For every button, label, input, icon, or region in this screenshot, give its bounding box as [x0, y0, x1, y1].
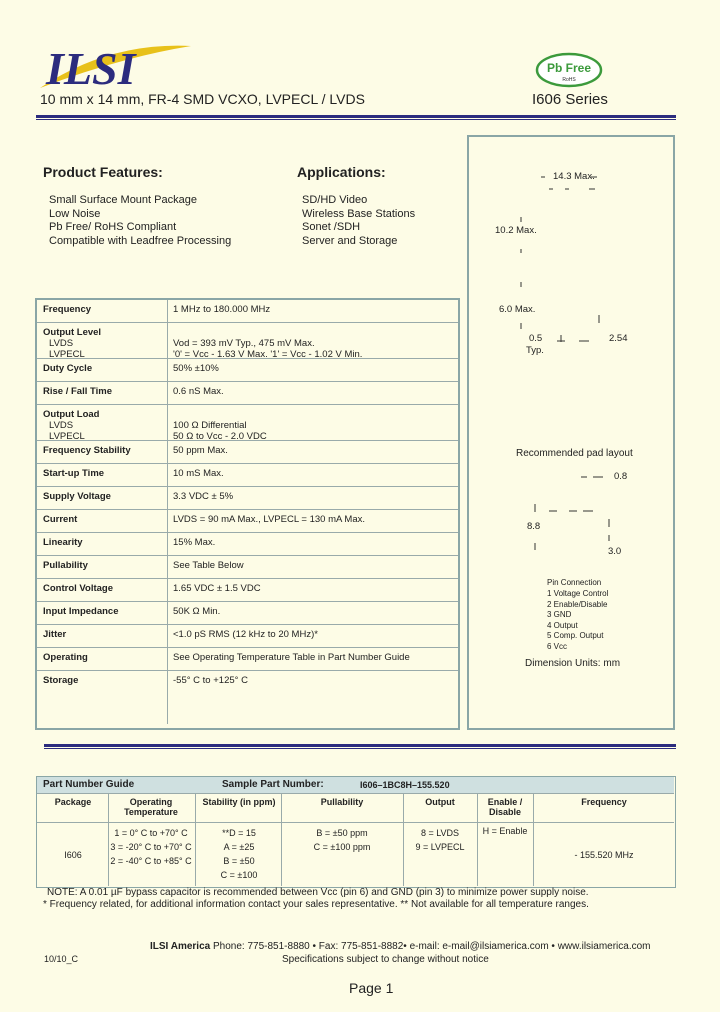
applications-list — [302, 194, 415, 248]
pad-layout-title: Recommended pad layout — [516, 448, 633, 459]
footer-spec-note: Specifications subject to change without notice — [282, 954, 489, 965]
pin-item: 4 Output — [547, 620, 578, 630]
footer-contact-line — [150, 941, 651, 952]
spec-row-rise-fall: Rise / Fall Time 0.6 nS Max. — [37, 382, 458, 405]
dim-pad-typ: Typ. — [526, 345, 544, 356]
badge-main: Pb Free — [546, 61, 592, 75]
application-item: Server and Storage — [302, 234, 398, 247]
spec-row-output-level: Output Level LVDS LVPECL Vod = 393 mV Typ., 475 mV Max. '0' = Vcc - 1.63 V Max. '1' = Vcc - 1.02 V Min. — [37, 323, 458, 359]
mid-rule — [44, 744, 676, 747]
application-item: Sonet /SDH — [302, 221, 361, 233]
dim-pitch: 2.54 — [609, 333, 628, 344]
spec-row-output-load: Output Load LVDS LVPECL 100 Ω Differential 50 Ω to Vcc - 2.0 VDC — [37, 405, 458, 441]
logo-text: ILSI — [46, 43, 136, 92]
pad-dim-3: 3.0 — [608, 546, 622, 557]
pn-enable: H = Enable — [482, 826, 528, 836]
pin-item: 2 Enable/Disable — [547, 599, 608, 609]
col-frequency: Frequency — [581, 797, 627, 807]
product-subtitle: 10 mm x 14 mm, FR-4 SMD VCXO, LVPECL / LVDS — [40, 91, 365, 107]
spec-row-linearity: Linearity 15% Max. — [37, 533, 458, 556]
footer-date: 10/10_C — [44, 954, 79, 964]
col-pullability: Pullability — [320, 797, 364, 807]
series-name: I606 Series — [532, 91, 608, 108]
sample-part-number: I606–1BC8H–155.520 — [360, 780, 450, 790]
dimension-drawing-panel — [467, 135, 675, 730]
pn-stability: **D = 15 A = ±25 B = ±50 C = ±100 — [220, 828, 258, 880]
pn-package: I606 — [64, 850, 82, 860]
application-item: SD/HD Video — [302, 194, 368, 206]
features-title: Product Features: — [43, 164, 163, 180]
spec-row-frequency: Frequency 1 MHz to 180.000 MHz — [37, 300, 458, 323]
pn-frequency: - 155.520 MHz — [574, 850, 634, 860]
pad-dim-1: 0.8 — [614, 471, 628, 482]
pad-dim-2: 8.8 — [527, 521, 541, 532]
spec-row-control-voltage: Control Voltage 1.65 VDC ± 1.5 VDC — [37, 579, 458, 602]
spec-row-pullability: Pullability See Table Below — [37, 556, 458, 579]
spec-row-duty-cycle: Duty Cycle 50% ±10% — [37, 359, 458, 382]
spec-row-operating: Operating See Operating Temperature Table in Part Number Guide — [37, 648, 458, 671]
ilsi-logo — [38, 40, 193, 92]
pn-output: 8 = LVDS 9 = LVPECL — [415, 828, 465, 852]
pin-item: 5 Comp. Output — [547, 631, 604, 640]
feature-item: Small Surface Mount Package — [49, 194, 197, 206]
footer-contact: Phone: 775-851-8880 • Fax: 775-851-8882• e-mail: e-mail@ilsiamerica.com • www.ilsiamerica.com — [213, 941, 651, 952]
pin-item: 6 Vcc — [547, 641, 568, 651]
applications-title: Applications: — [297, 164, 386, 180]
spec-row-current: Current LVDS = 90 mA Max., LVPECL = 130 mA Max. — [37, 510, 458, 533]
pin-item: 1 Voltage Control — [547, 589, 609, 598]
pin-item: 3 GND — [547, 610, 572, 619]
spec-row-startup: Start-up Time 10 mS Max. — [37, 464, 458, 487]
dimension-units: Dimension Units: mm — [525, 658, 621, 669]
pin-list — [547, 589, 608, 652]
pn-col-line — [108, 793, 109, 886]
col-temperature: Operating Temperature — [124, 797, 178, 817]
top-rule — [36, 115, 676, 118]
feature-item: Pb Free/ RoHS Compliant — [49, 221, 177, 233]
dim-width: 10.2 Max. — [495, 225, 537, 236]
application-item: Wireless Base Stations — [302, 207, 416, 220]
pn-temps: 1 = 0° C to +70° C 3 = -20° C to +70° C 2 = -40° C to +85° C — [110, 828, 192, 866]
pin-table-head: Pin Connection — [547, 578, 602, 587]
pn-col-line — [477, 793, 478, 886]
top-rule-thin — [36, 119, 676, 120]
part-guide-title: Part Number Guide — [43, 779, 135, 790]
pn-col-line — [403, 793, 404, 886]
pn-rule — [37, 822, 674, 823]
pn-col-line — [281, 793, 282, 886]
dim-pad: 0.5 — [529, 333, 543, 344]
spec-row-storage: Storage -55° C to +125° C — [43, 675, 248, 686]
footer-company: ILSI America — [150, 941, 211, 952]
sample-label: Sample Part Number: — [222, 779, 324, 790]
note-bypass: NOTE: A 0.01 µF bypass capacitor is recommended between Vcc (pin 6) and GND (pin 3) to minimize power supply noise. — [47, 887, 589, 898]
badge-sub: RoHS — [562, 77, 576, 83]
spec-row-jitter: Jitter <1.0 pS RMS (12 kHz to 20 MHz)* — [37, 625, 458, 648]
feature-item: Low Noise — [49, 207, 101, 220]
mid-rule-thin — [44, 748, 676, 749]
col-package: Package — [54, 797, 92, 807]
col-enable: Enable / Disable — [487, 797, 523, 817]
dim-length: 14.3 Max. — [553, 171, 595, 182]
pn-pullability: B = ±50 ppm C = ±100 ppm — [313, 828, 371, 852]
spec-row-input-impedance: Input Impedance 50K Ω Min. — [37, 602, 458, 625]
spec-row-supply-voltage: Supply Voltage 3.3 VDC ± 5% — [37, 487, 458, 510]
features-list — [49, 194, 231, 248]
dim-height: 6.0 Max. — [499, 304, 536, 315]
pn-col-line — [533, 793, 534, 886]
feature-item: Compatible with Leadfree Processing — [49, 234, 232, 247]
pn-col-line — [195, 793, 196, 886]
spec-table — [35, 298, 460, 730]
pb-free-badge — [535, 52, 603, 88]
note-frequency: * Frequency related, for additional information contact your sales representative. ** Not available for all temperature ranges. — [43, 899, 589, 910]
page-number: Page 1 — [349, 980, 394, 996]
pn-rule — [37, 793, 674, 794]
spec-row-frequency-stability: Frequency Stability 50 ppm Max. — [37, 441, 458, 464]
col-stability: Stability (in ppm) — [202, 797, 276, 807]
col-output: Output — [425, 797, 455, 807]
